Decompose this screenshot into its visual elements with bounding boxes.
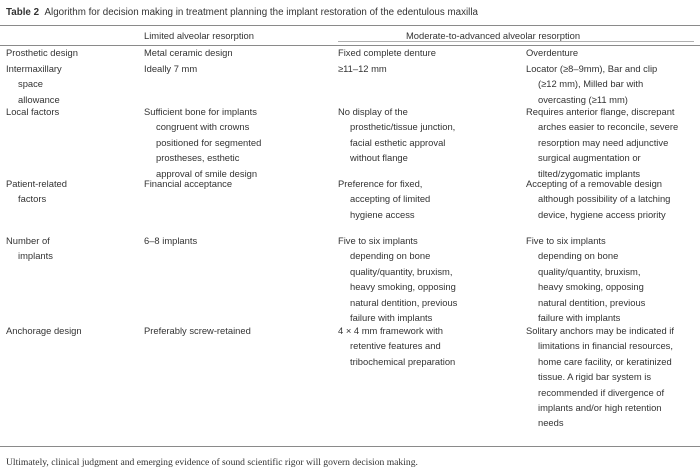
row-label [6, 233, 53, 264]
cell-overdenture [526, 104, 678, 181]
cell-line: approval of smile design [156, 167, 258, 179]
cell-line: arches easier to reconcile, severe [538, 121, 679, 133]
group-header-rule [338, 41, 694, 42]
cell-line: surgical augmentation or [538, 152, 641, 164]
cell-line: tribochemical preparation [350, 355, 456, 367]
cell-line: Financial acceptance [144, 178, 233, 189]
table-number: Table 2 [6, 7, 40, 18]
cell-line: although possibility of a latching [538, 193, 671, 205]
cell-line: Preferably screw-retained [144, 325, 251, 336]
row-label [6, 176, 67, 207]
cell-line: device, hygiene access priority [538, 208, 666, 220]
cell-line: recommended if divergence of [538, 386, 665, 398]
cell-line: ≥11–12 mm [338, 63, 387, 74]
cell-line: factors [18, 193, 47, 205]
cell-line: Requires anterior flange, discrepant [526, 106, 675, 117]
cell-line: Prosthetic design [6, 47, 78, 58]
cell-limited [144, 61, 197, 76]
cell-line: Accepting of a removable design [526, 178, 663, 189]
cell-line: needs [538, 417, 564, 429]
cell-line: quality/quantity, bruxism, [350, 265, 453, 277]
cell-overdenture [526, 176, 670, 222]
cell-line: natural dentition, previous [538, 296, 646, 308]
table-footnote: Ultimately, clinical judgment and emerging evidence of sound scientific rigor will govern decision making. [6, 457, 418, 468]
top-rule [0, 25, 700, 26]
row-label [6, 61, 62, 107]
cell-line: tissue. A rigid bar system is [538, 371, 652, 383]
cell-line: Locator (≥8–9mm), Bar and clip [526, 63, 658, 74]
cell-fixed-denture [338, 323, 455, 369]
cell-line: 4 × 4 mm framework with [338, 325, 443, 336]
cell-line: Patient-related [6, 178, 67, 189]
bottom-rule [0, 446, 700, 447]
cell-line: Overdenture [526, 47, 579, 58]
cell-line: retentive features and [350, 340, 441, 352]
cell-fixed-denture [338, 45, 436, 60]
cell-line: heavy smoking, opposing [350, 281, 456, 293]
cell-limited [144, 45, 233, 60]
cell-line: Five to six implants [526, 235, 606, 246]
cell-line: prosthetic/tissue junction, [350, 121, 456, 133]
cell-line: heavy smoking, opposing [538, 281, 644, 293]
cell-line: (≥12 mm), Milled bar with [538, 78, 644, 90]
cell-line: Fixed complete denture [338, 47, 436, 58]
cell-line: Number of [6, 235, 50, 246]
header-limited-resorption: Limited alveolar resorption [144, 30, 254, 41]
cell-line: home care facility, or keratinized [538, 355, 672, 367]
row-label [6, 104, 59, 119]
cell-line: Preference for fixed, [338, 178, 423, 189]
cell-line: Anchorage design [6, 325, 82, 336]
cell-line: accepting of limited [350, 193, 431, 205]
cell-line: Local factors [6, 106, 60, 117]
cell-line: Metal ceramic design [144, 47, 233, 58]
cell-line: positioned for segmented [156, 136, 262, 148]
cell-line: natural dentition, previous [350, 296, 458, 308]
cell-line: hygiene access [350, 208, 415, 220]
cell-line: congruent with crowns [156, 121, 250, 133]
row-label [6, 323, 82, 338]
cell-line: without flange [350, 152, 408, 164]
cell-line: depending on bone [350, 250, 431, 262]
cell-line: Solitary anchors may be indicated if [526, 325, 674, 336]
cell-overdenture [526, 233, 645, 325]
cell-limited [144, 323, 251, 338]
cell-line: facial esthetic approval [350, 136, 446, 148]
row-label [6, 45, 78, 60]
cell-line: resorption may need adjunctive [538, 136, 669, 148]
cell-line: tilted/zygomatic implants [538, 167, 641, 179]
header-moderate-advanced-resorption: Moderate-to-advanced alveolar resorption [406, 30, 581, 41]
cell-line: failure with implants [350, 311, 433, 323]
cell-line: Ideally 7 mm [144, 63, 198, 74]
cell-line: quality/quantity, bruxism, [538, 265, 641, 277]
cell-limited [144, 104, 261, 181]
cell-overdenture [526, 323, 674, 431]
cell-line: Intermaxillary [6, 63, 62, 74]
cell-line: space [18, 78, 44, 90]
cell-line: prostheses, esthetic [156, 152, 240, 164]
cell-fixed-denture [338, 176, 430, 222]
cell-line: No display of the [338, 106, 408, 117]
cell-fixed-denture [338, 104, 455, 166]
cell-overdenture [526, 61, 657, 107]
cell-line: allowance [18, 93, 60, 105]
cell-line: failure with implants [538, 311, 621, 323]
cell-limited [144, 176, 232, 191]
cell-fixed-denture [338, 233, 457, 325]
cell-line: depending on bone [538, 250, 619, 262]
table-caption [6, 4, 478, 22]
cell-line: overcasting (≥11 mm) [538, 93, 628, 105]
table-title: Algorithm for decision making in treatment planning the implant restoration of the edentulous maxilla [44, 7, 478, 18]
cell-overdenture [526, 45, 578, 60]
cell-fixed-denture [338, 61, 387, 76]
cell-line: implants [18, 250, 53, 262]
cell-line: 6–8 implants [144, 235, 198, 246]
cell-line: implants and/or high retention [538, 401, 662, 413]
cell-line: Sufficient bone for implants [144, 106, 257, 117]
cell-line: Five to six implants [338, 235, 418, 246]
cell-limited [144, 233, 197, 248]
cell-line: limitations in financial resources, [538, 340, 673, 352]
